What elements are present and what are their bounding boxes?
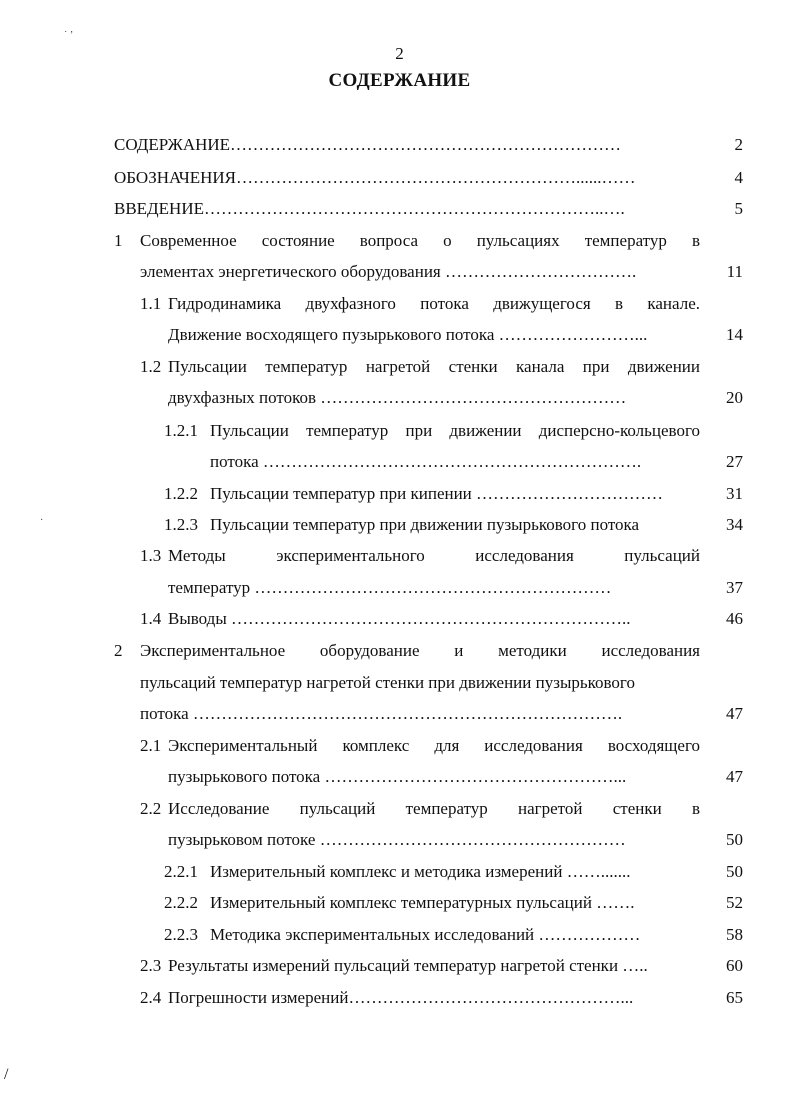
- toc-page-number: 34: [726, 515, 743, 534]
- toc-page-number: 52: [726, 893, 743, 912]
- toc-entry-number: 2: [114, 641, 123, 660]
- toc-entry-1-2-3[interactable]: Пульсации температур при движении пузырькового потока: [210, 515, 640, 534]
- toc-entry-number: 1.2.1: [164, 421, 198, 440]
- toc-entry-title: ОБОЗНАЧЕНИЯ……………………………………………………......……: [114, 168, 636, 187]
- toc-entry-1-2-1-line1[interactable]: Пульсации температур при движении дисперсно-кольцевого: [210, 421, 700, 440]
- toc-entry-number: 1: [114, 231, 123, 250]
- toc-entry-2-line1[interactable]: Экспериментальное оборудование и методики исследования: [140, 641, 700, 660]
- toc-page-number: 46: [726, 609, 743, 628]
- toc-entry-2-line2[interactable]: пульсаций температур нагретой стенки при движении пузырькового: [140, 673, 635, 692]
- toc-entry-1-3-line1[interactable]: Методы экспериментального исследования пульсаций: [168, 546, 700, 565]
- toc-entry-number: 1.1: [140, 294, 162, 313]
- toc-page-number: 27: [726, 452, 743, 471]
- toc-entry-2-2-line1[interactable]: Исследование пульсаций температур нагретой стенки в: [168, 799, 700, 818]
- page-number: 2: [395, 44, 404, 63]
- toc-page-number: 50: [726, 830, 743, 849]
- toc-entry-1-2-1-line2[interactable]: потока ………………………………………………………….: [210, 452, 642, 471]
- scan-mark: /: [4, 1066, 9, 1083]
- toc-entry-1-2-line1[interactable]: Пульсации температур нагретой стенки канала при движении: [168, 357, 700, 376]
- toc-entry-2-2-3[interactable]: Методика экспериментальных исследований ………………: [210, 925, 641, 944]
- toc-entry-2-2-1[interactable]: Измерительный комплекс и методика измерений …….......: [210, 862, 631, 881]
- toc-entry-number: 2.1: [140, 736, 162, 755]
- toc-entry-1-line2[interactable]: элементах энергетического оборудования …………………………….: [140, 262, 637, 281]
- toc-entry-1-3-line2[interactable]: температур ………………………………………………………: [168, 578, 612, 597]
- toc-page-number: 31: [726, 484, 743, 503]
- toc-entry-number: 1.2.2: [164, 484, 198, 503]
- page-title: СОДЕРЖАНИЕ: [328, 70, 471, 91]
- toc-entry-1-2-line2[interactable]: двухфазных потоков ………………………………………………: [168, 388, 627, 407]
- toc-entry-number: 1.2: [140, 357, 162, 376]
- toc-entry-number: 2.2: [140, 799, 162, 818]
- toc-entry-introduction[interactable]: [114, 194, 704, 224]
- toc-page-number: 58: [726, 925, 743, 944]
- toc-entry-notation[interactable]: [114, 163, 704, 193]
- toc-entry-contents[interactable]: [114, 130, 704, 160]
- toc-entry-2-1-line2[interactable]: пузырькового потока ……………………………………………...: [168, 767, 627, 786]
- toc-page-number: 4: [734, 168, 743, 187]
- toc-entry-2-3[interactable]: Результаты измерений пульсаций температур нагретой стенки …..: [168, 956, 648, 975]
- toc-entry-2-4[interactable]: Погрешности измерений…………………………………………...: [168, 988, 634, 1007]
- toc-page-number: 60: [726, 956, 743, 975]
- toc-entry-1-1-line2[interactable]: Движение восходящего пузырькового потока ……………………...: [168, 325, 648, 344]
- scan-speck: ˙ ʼ: [64, 30, 74, 41]
- toc-entry-2-2-line2[interactable]: пузырьковом потоке ………………………………………………: [168, 830, 626, 849]
- toc-page-number: 11: [726, 262, 743, 281]
- toc-entry-1-4[interactable]: Выводы ……………………………………………………………..: [168, 609, 631, 628]
- toc-entry-number: 2.3: [140, 956, 162, 975]
- toc-entry-number: 2.4: [140, 988, 162, 1007]
- toc-entry-2-line3[interactable]: потока ………………………………………………………………….: [140, 704, 623, 723]
- toc-page-number: 65: [726, 988, 743, 1007]
- toc-entry-1-2-2[interactable]: Пульсации температур при кипении ……………………………: [210, 484, 664, 503]
- toc-entry-title: СОДЕРЖАНИЕ……………………………………………………………: [114, 135, 622, 154]
- toc-entry-number: 1.2.3: [164, 515, 198, 534]
- toc-entry-2-2-2[interactable]: Измерительный комплекс температурных пульсаций …….: [210, 893, 635, 912]
- toc-page-number: 14: [726, 325, 743, 344]
- toc-entry-1-1-line1[interactable]: Гидродинамика двухфазного потока движущегося в канале.: [168, 294, 700, 313]
- toc-page-number: 50: [726, 862, 743, 881]
- toc-entry-number: 2.2.2: [164, 893, 198, 912]
- toc-page-number: 37: [726, 578, 743, 597]
- toc-entry-number: 2.2.3: [164, 925, 198, 944]
- toc-entry-number: 2.2.1: [164, 862, 198, 881]
- toc-entry-1-line1[interactable]: Современное состояние вопроса о пульсациях температур в: [140, 231, 700, 250]
- toc-entry-title: ВВЕДЕНИЕ……………………………………………………………..….: [114, 199, 625, 218]
- toc-entry-number: 1.3: [140, 546, 162, 565]
- toc-page-number: 20: [726, 388, 743, 407]
- toc-page-number: 5: [734, 199, 743, 218]
- toc-entry-2-1-line1[interactable]: Экспериментальный комплекс для исследования восходящего: [168, 736, 700, 755]
- toc-entry-number: 1.4: [140, 609, 162, 628]
- toc-page-number: 47: [726, 704, 743, 723]
- scan-speck: ·: [40, 515, 44, 526]
- toc-page-number: 47: [726, 767, 743, 786]
- toc-page-number: 2: [734, 135, 743, 154]
